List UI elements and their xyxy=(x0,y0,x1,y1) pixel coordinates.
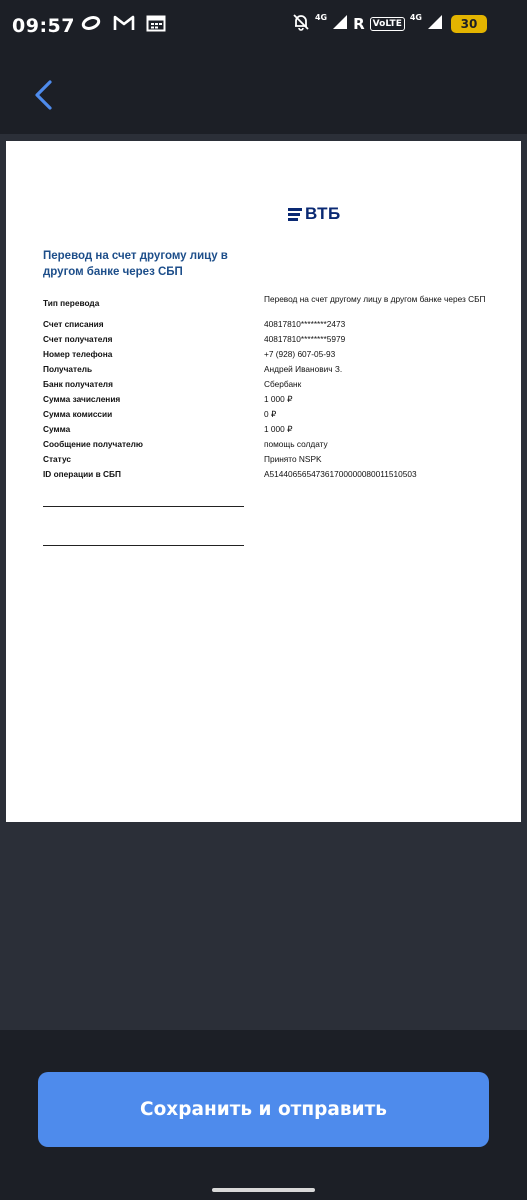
detail-label: Тип перевода xyxy=(43,298,100,308)
detail-value: A51440656547361700000080011510503 xyxy=(264,469,417,479)
detail-label: Банк получателя xyxy=(43,379,113,389)
detail-label: Сообщение получателю xyxy=(43,439,144,449)
signal-icon xyxy=(427,14,443,33)
bell-off-icon xyxy=(292,13,310,34)
vtb-logo-mark xyxy=(288,208,302,221)
detail-value: 40817810********2473 xyxy=(264,319,346,329)
detail-row-recipient-account xyxy=(43,334,513,349)
vtb-logo-text: ВТБ xyxy=(305,204,341,223)
status-notification-icons xyxy=(80,14,166,36)
back-button[interactable] xyxy=(26,76,60,114)
detail-row-recipient-bank xyxy=(43,379,513,394)
detail-row-recipient xyxy=(43,364,513,379)
bottom-action-area xyxy=(0,1030,527,1200)
detail-value: Андрей Иванович З. xyxy=(264,364,343,374)
receipt-details xyxy=(43,294,513,484)
chevron-left-icon xyxy=(33,79,53,111)
signature-line xyxy=(43,545,244,546)
receipt-page[interactable] xyxy=(6,141,521,822)
signal-icon xyxy=(332,14,348,33)
detail-row-message xyxy=(43,439,513,454)
status-bar xyxy=(0,0,527,54)
detail-row-phone xyxy=(43,349,513,364)
detail-label: Сумма зачисления xyxy=(43,394,121,404)
detail-value: Принято NSPK xyxy=(264,454,322,464)
detail-row-status xyxy=(43,454,513,469)
battery-level: 30 xyxy=(460,16,478,31)
detail-value: помощь солдату xyxy=(264,439,328,449)
detail-value: 40817810********5979 xyxy=(264,334,346,344)
calendar-icon xyxy=(146,14,166,36)
detail-value: 1 000 ₽ xyxy=(264,424,293,434)
detail-row-transfer-type xyxy=(43,294,513,319)
battery-icon xyxy=(451,15,487,33)
gesture-nav-handle[interactable] xyxy=(212,1188,315,1192)
detail-label: Номер телефона xyxy=(43,349,113,359)
detail-row-commission xyxy=(43,409,513,424)
save-and-send-button[interactable]: Сохранить и отправить xyxy=(38,1072,489,1147)
network-type-1: 4G xyxy=(314,13,328,22)
gmail-icon xyxy=(113,15,135,35)
detail-value: 0 ₽ xyxy=(264,409,277,419)
detail-row-amount xyxy=(43,424,513,439)
detail-label: Статус xyxy=(43,454,71,464)
detail-label: Счет списания xyxy=(43,319,104,329)
detail-value: Перевод на счет другому лицу в другом банке через СБП xyxy=(264,294,486,304)
detail-label: Сумма xyxy=(43,424,71,434)
status-system-icons xyxy=(292,13,487,34)
volte-badge: VoLTE xyxy=(370,17,405,31)
detail-label: Получатель xyxy=(43,364,93,374)
detail-row-sbp-operation-id xyxy=(43,469,513,484)
top-bar xyxy=(0,54,527,134)
detail-value: 1 000 ₽ xyxy=(264,394,293,404)
vtb-logo xyxy=(288,204,341,224)
network-type-2: 4G xyxy=(409,13,422,22)
detail-row-credited-amount xyxy=(43,394,513,409)
detail-label: Счет получателя xyxy=(43,334,113,344)
detail-value: +7 (928) 607-05-93 xyxy=(264,349,336,359)
detail-value: Сбербанк xyxy=(264,379,302,389)
signature-line xyxy=(43,506,244,507)
status-time: 09:57 xyxy=(12,15,75,37)
detail-label: Сумма комиссии xyxy=(43,409,113,419)
receipt-title: Перевод на счет другому лицу в другом банке через СБП xyxy=(43,250,228,278)
roaming-indicator: R xyxy=(353,14,365,33)
detail-label: ID операции в СБП xyxy=(43,469,121,479)
detail-row-debit-account xyxy=(43,319,513,334)
ring-app-icon xyxy=(80,15,102,35)
document-preview-area xyxy=(0,134,527,1030)
